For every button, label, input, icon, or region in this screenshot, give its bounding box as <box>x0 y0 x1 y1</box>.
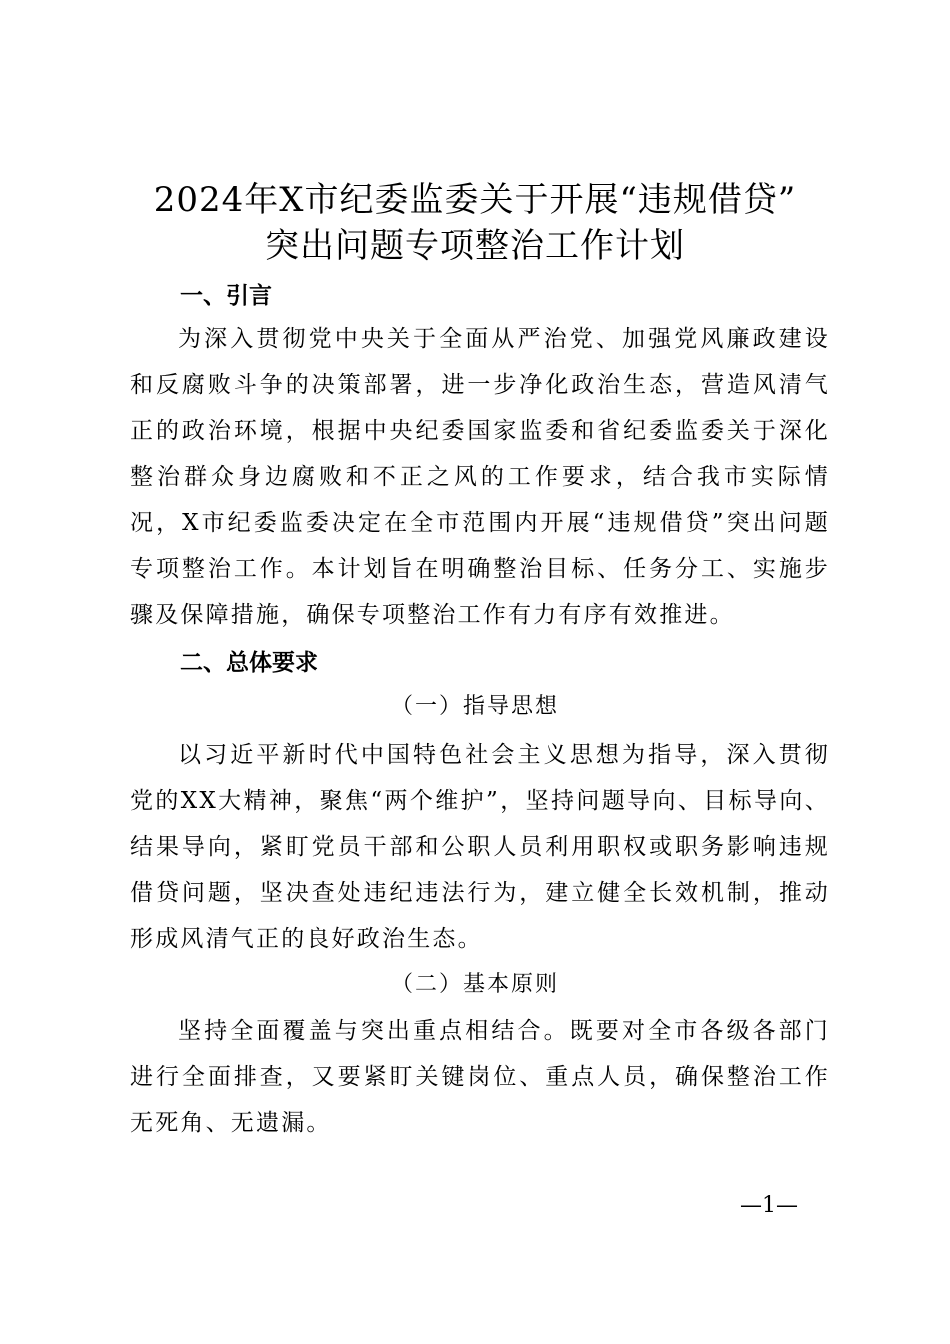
page-number: —1— <box>740 1193 798 1218</box>
subsection-heading-basic-principles: （二）基本原则 <box>390 972 559 997</box>
subsection-heading-guiding-ideology: （一）指导思想 <box>390 694 559 719</box>
document-title-line-2: 突出问题专项整治工作计划 <box>265 226 685 266</box>
section-heading-introduction: 一、引言 <box>180 283 272 309</box>
basic-principles-paragraph: 坚持全面覆盖与突出重点相结合。既要对全市各级各部门进行全面排查，又要紧盯关键岗位、重点人员，确保整治工作无死角、无遗漏。 <box>130 1018 830 1136</box>
guiding-ideology-paragraph: 以习近平新时代中国特色社会主义思想为指导，深入贯彻党的XX大精神，聚焦“两个维护”，坚持问题导向、目标导向、结果导向，紧盯党员干部和公职人员利用职权或职务影响违规借贷问题，坚决查处违纪违法行为，建立健全长效机制，推动形成风清气正的良好政治生态。 <box>130 742 830 952</box>
document-title-line-1: 2024年X市纪委监委关于开展“违规借贷” <box>153 180 797 220</box>
section-heading-general-requirements: 二、总体要求 <box>180 650 318 676</box>
introduction-paragraph: 为深入贯彻党中央关于全面从严治党、加强党风廉政建设和反腐败斗争的决策部署，进一步净化政治生态，营造风清气正的政治环境，根据中央纪委国家监委和省纪委监委关于深化整治群众身边腐败和不正之风的工作要求，结合我市实际情况，X市纪委监委决定在全市范围内开展“违规借贷”突出问题专项整治工作。本计划旨在明确整治目标、任务分工、实施步骤及保障措施，确保专项整治工作有力有序有效推进。 <box>130 326 830 628</box>
